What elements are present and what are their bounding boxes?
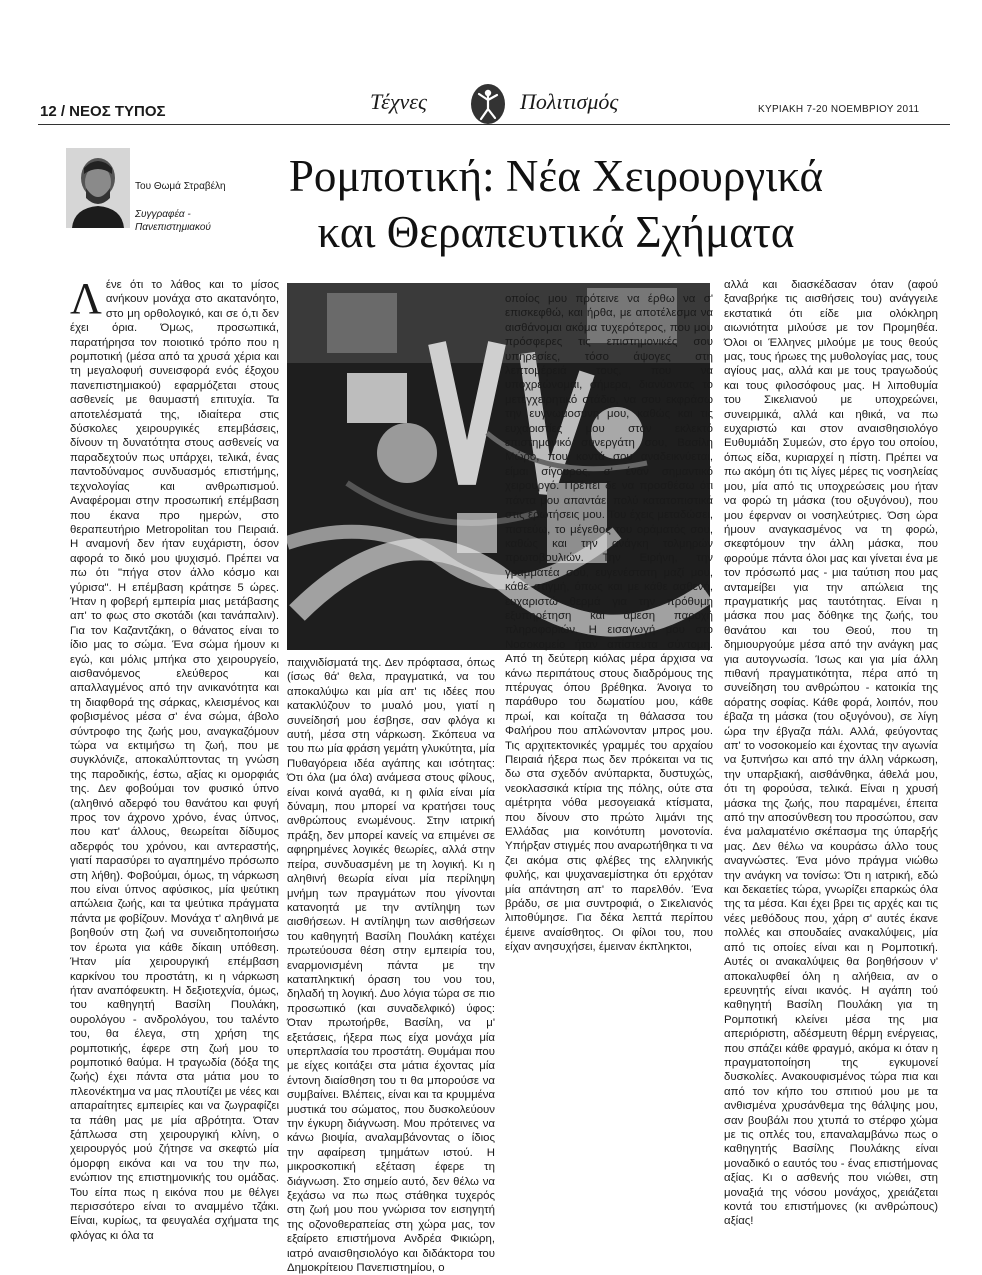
- column-text: παιχνιδίσματά της. Δεν πρόφτασα, όπως (ίσως θά' θελα, πραγματικά, να του αποκαλύψω και μία απ' τις ιδέες που κατακλύζουν το μυαλό μου, γιατί η συνείδησή μου έσβησε, σαν φλόγα κι αυτή, μέσα στη νάρκωση. Σκόπευα να του πω μία φράση γεμάτη γλυκύτητα, μία Πυθαγόρεια ιδέα αγάπης και ισότητας: Ότι όλα (μα όλα) ανάμεσα στους φίλους, είναι κοινά αγαθά, κι η φιλία είναι μία δύναμη, που μπορεί να κρατήσει τους ανθρώπους ενωμένους. Στην ιατρική πράξη, δεν μπορεί κανείς να επιμένει σε αφηρημένες λογικές θεωρίες, αλλά στην πείρα, συνδυασμένη με τη λογική. Κι η αληθινή θεωρία είναι μία περίληψη μνήμη των πραγμάτων που γίνονται κατανοητά με την αντίληψη των αισθήσεων. Η αντίληψη των αισθήσεων του καθηγητή Βασίλη Πουλάκη κατέχει πρωτεύουσα θέση στην εμπειρία του, εναρμονισμένη πάντα με την καταπληκτική όραση του νου του, δηλαδή τη λογική. Δυο λόγια τώρα σε πιο προσωπικό (και συναδελφικό) ύφος: Όταν πρωτοήρθε, Βασίλη, να μ' εξετάσεις, ήξερα πως είχα μονάχα μία υπερπλασία του προστάτη. Θυμάμαι που με είχες κοιτάξει στα μάτια έχοντας μία έντονη διαίσθηση του τι θα μπορούσε να συμβαίνει. Βλέπεις, είναι και τα κρυμμένα μυστικά του σώματος, που δυσκολεύουν την έγκυρη διάγνωση. Μου πρότεινες να κάνω βιοψία, αναλαμβάνοντας ο ίδιος την αφαίρεση τμημάτων ιστού. Η μικροσκοπική εξέταση έφερε τη διάγνωση. Στο σημείο αυτό, δεν θέλω να ξεχάσω να πω πως στάθηκα τυχερός στη ζωή μου που γνώρισα τον εισηγητή της οζονοθεραπείας στη χώρα μας, τον εξαίρετο επιστήμονα Ανδρέα Φικιώρη, ιατρό αναισθησιολόγο και διδάκτορα του Δημοκρίτειου Πανεπιστημίου, ο: [287, 657, 495, 1275]
- dancing-figure-icon: [468, 82, 508, 126]
- title-line-2: και Θεραπευτικά Σχήματα: [317, 207, 795, 257]
- article-column-2: [287, 656, 495, 1275]
- column-text: αλλά και διασκέδασαν όταν (αφού ξαναβρήκε τις αισθήσεις του) ανάγγειλε εκστατικά ότι είδε μια ολόκληρη αιωνιότητα μιλούσε με τον Προμηθέα. Όλοι οι Έλληνες μιλούμε με τους θεούς μας, τους ήρωες της μυθολογίας μας, τους αγίους μας, αλλά και με τους τραγωδούς και τους φιλοσόφους μας. Η λιποθυμία του Σικελιανού με υποχρεώνει, συνειρμικά, αλλά και ηθικά, να πω ευχαριστώ και στον αναισθησιολόγο Ευθυμιάδη Συμεών, στο έργο του οποίου, όπως είδα, κυριαρχεί η πίστη. Πρέπει να πω ακόμη ότι τις λίγες μέρες τις νοσηλείας μου, μία από τις υποχρεώσεις μου ήταν να φορώ τη μάσκα (του οξυγόνου), που μου έφερναν οι νοσηλεύτριες. Όση ώρα ήμουν αναγκασμένος να τη φορώ, σκεφτόμουν την άλλη μάσκα, που φορούμε πάντα όλοι μας και γίνεται ένα με τον πρόσωπό μας - μια ταύτιση που μας ανταμείβει για την απώλεια της πραγματικής μας ταυτότητας. Είναι η μάσκα που μας δόθηκε της ζωής, του θανάτου και του Θεού, που τη δημιουργούμε μέσα από την ανάγκη μας για αυτογνωσία. Ίσως και για μία άλλη πιθανή πραγματικότητα, πέρα από τη συνείδηση του ανθρώπου - κατοικία της αόρατης σοφίας. Κάθε φορά, λοιπόν, που έβαζα τη μάσκα (του οξυγόνου), σε λίγη ώρα την έβγαζα πάλι. Αλλά, φεύγοντας απ' το νοσοκομείο και έχοντας την αγωνία να ξυπνήσω και από την άλλη νάρκωση, την υπαρξιακή, αισθάνθηκα, άθελά μου, ότι τη φορούσα, τελικά. Είναι η χρυσή μάσκα της ζωής, που παραμένει, έπειτα από την αποσύνθεση του προσώπου, σαν ένα μαλαματένιο σκέπασμα της ύπαρξής μας. Δεν θέλω να κουράσω άλλο τους αναγνώστες. Ένα μόνο πράγμα νιώθω την ανάγκη να τονίσω: Ότι η ιατρική, εδώ και δεκαετίες τώρα, γνωρίζει επαρκώς όλα της τα μέσα. Και έχει βρει τις αρχές και τις νέες μεθόδους που, χάρη σ' αυτές έκανε πολλές και σπουδαίες ανακαλύψεις, μία από τις οποίες είναι και η Ρομποτική. Αυτές οι ανακαλύψεις θα βοηθήσουν ν' αποκαλυφθεί όλη η αλήθεια, αν ο ερευνητής είναι ικανός. Η αγάπη τού καθηγητή Βασίλη Πουλάκη για τη Ρομποτική κλείνει μέσα της μια απεριόριστη, αδέσμευτη θέρμη ενέργειας, που σπάζει κάθε φραγμό, ακόμα κι όταν η πραγματοποίηση της εγκυμονεί δυσκολίες. Ανακουφισμένος τώρα πια και από τον κήπο του σπιτιού μου με τα ανθισμένα χρυσάνθεμα της θάλψης μου, σαν βουβάλι που χτυπά το στέρφο χώμα με τις οπλές του, επαναλαμβάνω πως ο καθηγητής Βασίλης Πουλάκης είναι μοναδικό ο εαυτός του - ένας επιστήμονας αξίας. Κι ο ασθενής που νιώθει, στη μοναξιά της νόσου μονάχος, χρειάζεται κοντά του επιστήμονες (κι ανθρώπους) αξίας!: [724, 279, 938, 1228]
- drop-cap: Λ: [70, 274, 102, 323]
- issue-date: ΚΥΡΙΑΚΗ 7-20 ΝΟΕΜΒΡΙΟΥ 2011: [758, 104, 920, 115]
- column-text: ένε ότι το λάθος και το μίσος ανήκουν μονάχα στο ακατανόητο, στο μη ορθολογικό, και σε ό,τι δεν έχει όρια. Όμως, προσωπικά, παρατήρησα τον ποιοτικό τρόπο που η ρομποτική (μέσα από τα χρυσά χέρια και τη μεγαλοφυή συνεισφορά ενός έξοχου πανεπιστημιακού) εφαρμόζεται στους ασθενείς με θαυμαστή επιτυχία. Τα αποτελέσματά της, ιδιαίτερα στις δύσκολες χειρουργικές επεμβάσεις, δίνουν τη δυνατότητα στους ασθενείς να παραδεχτούν πως υπάρχει, τελικά, ένας παντοδύναμος συνδυασμός επιστήμης, τεχνολογίας και ανθρωπισμού. Αναφέρομαι στην προσωπική επέμβαση που έκανα προ ημερών, στο θεραπευτήριο Metropolitan του Πειραιά. Η αναμονή δεν ήταν ευχάριστη, όσον αφορά το δικό μου ψυχισμό. Πρέπει να πω ότι "πήγα στον άλλο κόσμο και γύρισα". Η επέμβαση κράτησε 5 ώρες. Ήταν η φοβερή εμπειρία μιας μετάβασης απ' το φως στο σκοτάδι (και τανάπαλιν). Για τον Καζαντζάκη, ο θάνατος είναι το ίδιο μας το σώμα. Ένα σώμα ήμουν κι εγώ, και μόλις μπήκα στο χειρουργείο, αισθανόμενος ελεύθερος και απαλλαγμένος από την ανικανότητα και τη διαφθορά της σάρκας, κλεισμένος και φοβισμένος μέσα σ' ένα σώμα, άβολο σύντροφο της ζωής μου, αναγκαζόμουν τώρα να εκτιμήσω τη ζωή, που με συγκλόνιζε, αποκαλύπτοντας τη γνώση της παροδικής, έστω, αξίας κι ομορφιάς της. Δεν φοβούμαι τον φυσικό ύπνο (αληθινό αδερφό του θανάτου και φυγή προς τον άχρονο χρόνο, ένας ύπνος, που κατ' άλλους, θεωρείται δίδυμος αδερφός του χρόνου, και ανтεραστής, γιατί παρασύρει το αγαπημένο πρόσωπο στη λήθη). Φοβούμαι, όμως, τη νάρκωση που είναι ύπνος αφύσικος, μία ψεύτικη απώλεια ζωής, και τα ψεύτικα πράγματα πάντα με φοβίζουν. Μονάχα τ' αληθινά με βοηθούν στη ζωή να συνειδητοποιήσω τον έρωτα για κάθε δίκαιη υπόθεση. Ήταν μία χειρουργική επέμβαση καρκίνου του προστάτη, κι η νάρκωση ήταν αναπόφευκτη. Η δεξιοτεχνία, όμως, του καθηγητή Βασίλη Πουλάκη, ουρολόγου - ανδρολόγου, του ταλέντο του, θα έλεγα, στη χρήση της ρομποτικής, έφερε στη ζωή μου το ρομποτικό θαύμα. Η τραγωδία (δόξα της ζωής) έχει πάντα στα μάτια μου το πλεονέκτημα να μας πλουτίζει με νέες και απαραίτητες εμπειρίες και να ζωγραφίζει τα πάθη μας με μία αβρότητα. Όταν ξάπλωσα στη χειρουργική κλίνη, ο χειρουργός μού ζήτησε να σκεφτώ μία όμορφη εικόνα και να του την πω, ενώπιον της επιστημονικής του ομάδας. Του είπα πως η εικόνα που με θέλγει περισσότερο είναι το αναμμένο τζάκι. Είναι, κυρίως, τα φευγαλέα σχήματα της φλόγας κι όλα τα: [70, 279, 279, 1242]
- author-photo: [66, 148, 130, 228]
- column-text: οποίος μου πρότεινε να έρθω να σ' επισκεφθώ, και ήρθα, με αποτέλεσμα να αισθάνομαι ακόμα τυχερότερος, που μου πρόσφερες τις επιστημονικές σου υπηρεσίες, τόσο άψογες στη λεπτομέρειά τους, που να υποχρεώνομαι, σήμερα, διανύοντας το μετεγχειρητικό στάδιο, να σου εκφράσω την ευγνωμοσύνη μου, καθώς και τις ευχαριστίες μου στον εκλεκτό επιστημονικό συνεργάτη σου, Βασίλη Μώρο, που κοντά σου αναδεικνύεται, είμαι σίγουρος, σ' έναν σημαντικό χειρουργό. Πρέπει δε να προσθέσω ότι πάντα μου απαντάει πολύ κατατοπιστικά στις ερωτήσεις μου. Του έχεις μεταδώσει, πιστεύω, το μέγεθος του οράματός σου, καθώς και την ανάγκη τολμηρών πρωτοβουλιών. Την Ειρήνη, την γραμματέα σου, ευγενέστατη μαζί μου, κάθε στιγμή, όπως και με κάθε ασθενή, ευχαριστώ θερμά για την πρόθυμη εξυπηρέτηση και άμεση παροχή πληροφοριών. Η εισαγωγή μου στο Νοσοκομείο ήταν απίστευτα σύντομη. Από τη δεύτερη κιόλας μέρα άρχισα να κάνω περιπάτους στους διαδρόμους της πτέρυγας όπου βρέθηκα. Άνοιγα το παράθυρο του δωματίου μου, κάθε πρωί, και κοίταζα τη θάλασσα του Φαλήρου που απλώνονταν μπρος μου. Τις αρχιτεκτονικές γραμμές του αρχαίου Πειραιά ήξερα πως δεν πρόκειται να τις δω στα σχεδόν ανύπαρκτα, δυστυχώς, νεοκλασσικά κτίρια της πόλης, ούτε στα αμέτρητα νόθα μεσογειακά κτίσματα, που δίνουν στο πρώτο λιμάνι της Ελλάδας μια κοινότυπη μονοτονία. Υπήρξαν στιγμές που αναρωτήθηκα τι να ζει ακόμα στις φλέβες της ελληνικής φυλής, και ψυχαναεμίστηκα ότι ερχόταν μία απάντηση απ' το παρελθόν. Ένα βράδυ, σε μια συντροφιά, ο Σικελιανός λιποθύμησε. Για δέκα λεπτά περίπου έμεινε αναίσθητος. Οι φίλοι του, που είχαν ανησυχήσει, έμειναν έκπληκτοι,: [505, 293, 713, 954]
- author-name: Του Θωμά Στραβέλη: [135, 181, 226, 192]
- article-title: [236, 148, 876, 260]
- article-column-3: [505, 292, 713, 955]
- author-portrait: [66, 148, 130, 228]
- section-name-arts: Τέχνες: [370, 89, 427, 114]
- title-line-1: Ρομποτική: Νέα Χειρουργικά: [288, 151, 824, 201]
- author-role: Συγγραφέα - Πανεπιστημιακού: [135, 209, 211, 233]
- article-column-1: [70, 274, 279, 1243]
- header-rule: [38, 124, 950, 125]
- page-number: 12 / ΝΕΟΣ ΤΥΠΟΣ: [40, 103, 166, 120]
- section-name-culture: Πολιτισμός: [520, 89, 619, 114]
- article-column-4: [724, 278, 938, 1229]
